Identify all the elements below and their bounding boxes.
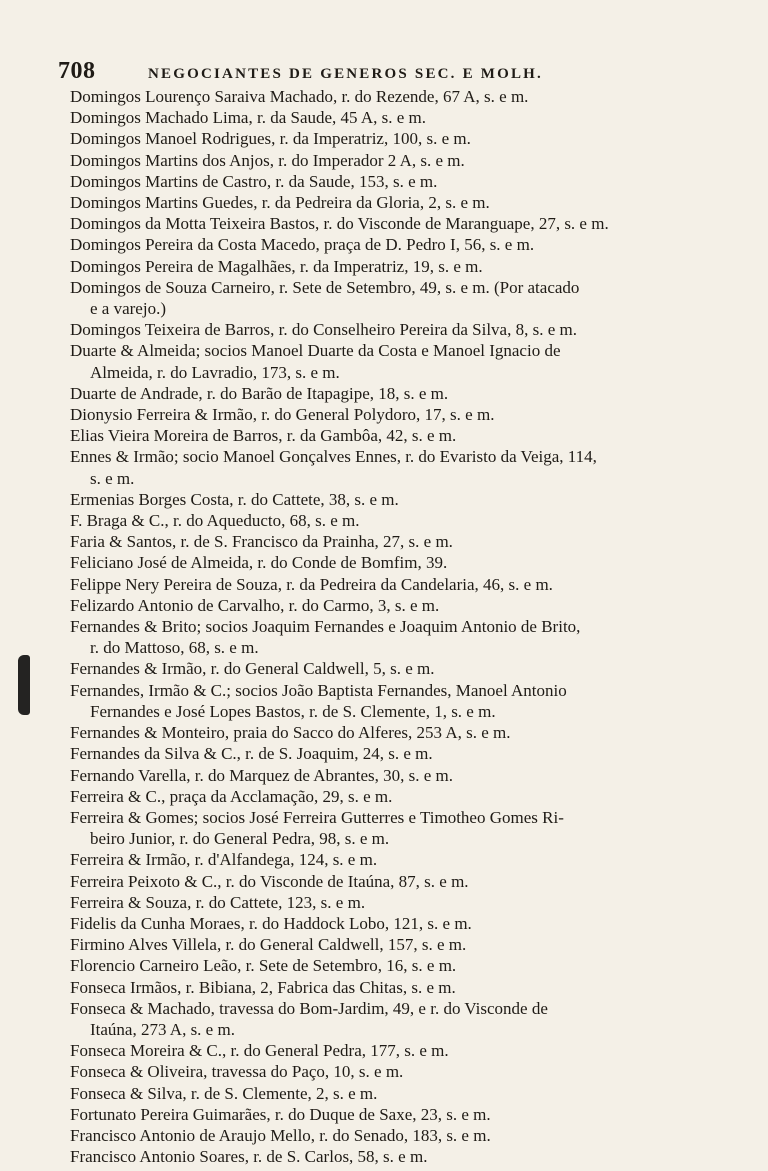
entry-line: Fonseca & Silva, r. de S. Clemente, 2, s. e m.	[70, 1083, 378, 1103]
entry-line: Domingos Manoel Rodrigues, r. da Imperatriz, 100, s. e m.	[70, 129, 471, 149]
merchant-entry	[70, 446, 718, 488]
merchant-entry	[70, 256, 718, 277]
entry-line: Domingos Lourenço Saraiva Machado, r. do Rezende, 67 A, s. e m.	[70, 87, 529, 106]
entry-line: Francisco Antonio de Araujo Mello, r. do Senado, 183, s. e m.	[70, 1125, 491, 1145]
entry-line: Domingos de Souza Carneiro, r. Sete de Setembro, 49, s. e m. (Por atacado	[70, 277, 580, 297]
merchant-entry	[70, 743, 718, 764]
entry-line: Domingos Pereira da Costa Macedo, praça de D. Pedro I, 56, s. e m.	[70, 235, 535, 255]
entry-line: Fonseca & Machado, travessa do Bom-Jardim, 49, e r. do Visconde de	[70, 998, 548, 1018]
merchant-entry	[70, 404, 718, 425]
merchant-entry	[70, 1146, 718, 1167]
entry-line: Felippe Nery Pereira de Souza, r. da Pedreira da Candelaria, 46, s. e m.	[70, 574, 553, 594]
entry-line: Fernandes da Silva & C., r. de S. Joaquim, 24, s. e m.	[70, 744, 433, 764]
entry-line: Fidelis da Cunha Moraes, r. do Haddock Lobo, 121, s. e m.	[70, 913, 472, 933]
entry-continuation-line: Itaúna, 273 A, s. e m.	[90, 1019, 235, 1039]
merchant-entry	[70, 934, 718, 955]
merchant-entry	[70, 489, 718, 510]
entry-line: Domingos Machado Lima, r. da Saude, 45 A, s. e m.	[70, 108, 427, 128]
entry-line: Ferreira & Gomes; socios José Ferreira Gutterres e Timotheo Gomes Ri-	[70, 807, 564, 827]
merchant-entry	[70, 1125, 718, 1146]
entry-line: Fernandes, Irmão & C.; socios João Baptista Fernandes, Manoel Antonio	[70, 680, 567, 700]
entry-line: Ferreira & Souza, r. do Cattete, 123, s. e m.	[70, 892, 366, 912]
entry-line: Fernando Varella, r. do Marquez de Abrantes, 30, s. e m.	[70, 765, 454, 785]
merchant-entry	[70, 319, 718, 340]
running-head: NEGOCIANTES DE GENEROS SEC. E MOLH.	[148, 66, 543, 82]
entry-line: Duarte de Andrade, r. do Barão de Itapagipe, 18, s. e m.	[70, 383, 449, 403]
merchant-entry	[70, 680, 718, 722]
merchant-entry	[70, 1104, 718, 1125]
merchant-entry	[70, 128, 718, 149]
merchant-entry	[70, 1061, 718, 1082]
merchant-list	[70, 86, 718, 1167]
merchant-entry	[70, 234, 718, 255]
merchant-entry	[70, 1083, 718, 1104]
entry-continuation-line: Fernandes e José Lopes Bastos, r. de S. Clemente, 1, s. e m.	[90, 701, 496, 721]
merchant-entry	[70, 552, 718, 573]
merchant-entry	[70, 955, 718, 976]
merchant-entry	[70, 574, 718, 595]
merchant-entry	[70, 510, 718, 531]
merchant-entry	[70, 871, 718, 892]
merchant-entry	[70, 213, 718, 234]
entry-line: Ferreira & Irmão, r. d'Alfandega, 124, s. e m.	[70, 850, 378, 870]
entry-line: Elias Vieira Moreira de Barros, r. da Gambôa, 42, s. e m.	[70, 426, 457, 446]
merchant-entry	[70, 192, 718, 213]
merchant-entry	[70, 531, 718, 552]
entry-line: Domingos Martins dos Anjos, r. do Imperador 2 A, s. e m.	[70, 150, 465, 170]
binding-mark	[18, 655, 30, 715]
merchant-entry	[70, 383, 718, 404]
merchant-entry	[70, 86, 718, 107]
merchant-entry	[70, 658, 718, 679]
entry-line: Faria & Santos, r. de S. Francisco da Prainha, 27, s. e m.	[70, 532, 453, 552]
entry-line: Francisco Antonio Soares, r. de S. Carlos, 58, s. e m.	[70, 1147, 428, 1167]
entry-line: Ennes & Irmão; socio Manoel Gonçalves Ennes, r. do Evaristo da Veiga, 114,	[70, 447, 597, 467]
merchant-entry	[70, 892, 718, 913]
entry-line: Duarte & Almeida; socios Manoel Duarte da Costa e Manoel Ignacio de	[70, 341, 561, 361]
entry-continuation-line: Almeida, r. do Lavradio, 173, s. e m.	[90, 362, 340, 382]
entry-line: Ermenias Borges Costa, r. do Cattete, 38, s. e m.	[70, 489, 399, 509]
merchant-entry	[70, 913, 718, 934]
merchant-entry	[70, 977, 718, 998]
page-number: 708	[58, 58, 96, 84]
entry-line: Dionysio Ferreira & Irmão, r. do General Polydoro, 17, s. e m.	[70, 405, 495, 425]
merchant-entry	[70, 595, 718, 616]
entry-line: Domingos Martins Guedes, r. da Pedreira da Gloria, 2, s. e m.	[70, 193, 490, 213]
merchant-entry	[70, 807, 718, 849]
merchant-entry	[70, 722, 718, 743]
entry-line: Domingos Pereira de Magalhães, r. da Imperatriz, 19, s. e m.	[70, 256, 483, 276]
merchant-entry	[70, 786, 718, 807]
entry-line: Feliciano José de Almeida, r. do Conde de Bomfim, 39.	[70, 553, 448, 573]
entry-continuation-line: r. do Mattoso, 68, s. e m.	[90, 638, 259, 658]
entry-line: Fonseca & Oliveira, travessa do Paço, 10, s. e m.	[70, 1062, 404, 1082]
merchant-entry	[70, 107, 718, 128]
entry-line: Fernandes & Monteiro, praia do Sacco do Alferes, 253 A, s. e m.	[70, 723, 511, 743]
merchant-entry	[70, 277, 718, 319]
entry-line: Firmino Alves Villela, r. do General Caldwell, 157, s. e m.	[70, 935, 467, 955]
merchant-entry	[70, 340, 718, 382]
merchant-entry	[70, 765, 718, 786]
page-header	[58, 58, 698, 86]
entry-line: F. Braga & C., r. do Aqueducto, 68, s. e m.	[70, 511, 360, 531]
merchant-entry	[70, 425, 718, 446]
entry-line: Florencio Carneiro Leão, r. Sete de Setembro, 16, s. e m.	[70, 956, 457, 976]
merchant-entry	[70, 150, 718, 171]
merchant-entry	[70, 1040, 718, 1061]
entry-line: Fortunato Pereira Guimarães, r. do Duque de Saxe, 23, s. e m.	[70, 1104, 491, 1124]
merchant-entry	[70, 616, 718, 658]
entry-line: Ferreira Peixoto & C., r. do Visconde de Itaúna, 87, s. e m.	[70, 871, 469, 891]
entry-line: Fonseca Irmãos, r. Bibiana, 2, Fabrica das Chitas, s. e m.	[70, 977, 456, 997]
merchant-entry	[70, 998, 718, 1040]
entry-continuation-line: beiro Junior, r. do General Pedra, 98, s. e m.	[90, 829, 390, 849]
entry-continuation-line: e a varejo.)	[90, 299, 166, 319]
merchant-entry	[70, 849, 718, 870]
merchant-entry	[70, 171, 718, 192]
entry-line: Felizardo Antonio de Carvalho, r. do Carmo, 3, s. e m.	[70, 595, 440, 615]
entry-line: Domingos Martins de Castro, r. da Saude, 153, s. e m.	[70, 171, 438, 191]
entry-line: Fernandes & Irmão, r. do General Caldwell, 5, s. e m.	[70, 659, 435, 679]
entry-line: Domingos Teixeira de Barros, r. do Conselheiro Pereira da Silva, 8, s. e m.	[70, 320, 577, 340]
entry-line: Domingos da Motta Teixeira Bastos, r. do Visconde de Maranguape, 27, s. e m.	[70, 214, 609, 234]
entry-continuation-line: s. e m.	[90, 468, 135, 488]
entry-line: Ferreira & C., praça da Acclamação, 29, s. e m.	[70, 786, 393, 806]
entry-line: Fernandes & Brito; socios Joaquim Fernandes e Joaquim Antonio de Brito,	[70, 617, 581, 637]
entry-line: Fonseca Moreira & C., r. do General Pedra, 177, s. e m.	[70, 1041, 449, 1061]
